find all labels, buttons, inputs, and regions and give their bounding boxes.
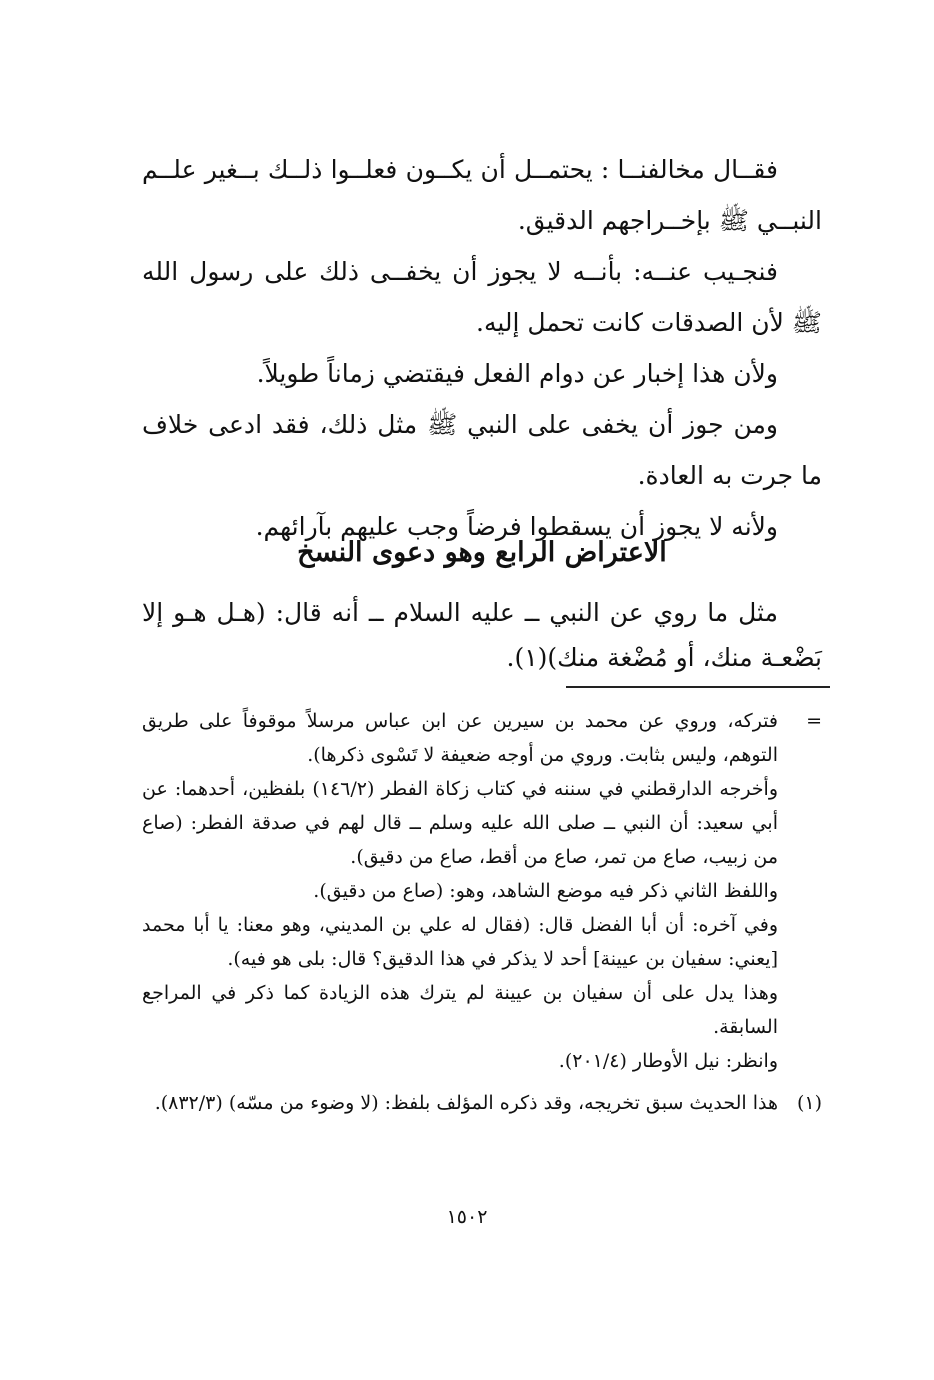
footnote-1: [142, 1086, 822, 1120]
page-number: ١٥٠٢: [446, 1206, 488, 1228]
paragraph-opponent-claim: فقــال مخالفنــا : يحتمــل أن يكــون فعلــوا ذلــك بــغير علــم النبــي ﷺ بإخــراجهم الدقيق.: [142, 155, 822, 235]
footnote-1-marker: (١): [796, 1092, 822, 1114]
footnote-divider: [566, 686, 830, 688]
paragraph-duration-argument: ولأن هذا إخبار عن دوام الفعل فيقتضي زماناً طويلاً.: [256, 359, 778, 388]
paragraph-obligation-argument: ولأنه لا يجوز أن يسقطوا فرضاً وجب عليهم بآرائهم.: [255, 512, 778, 541]
section-body: [142, 590, 822, 680]
footnote-carryover: [142, 704, 822, 1078]
paragraph-response: فنجـيب عنــه: بأنــه لا يجوز أن يخفــى ذلك على رسول الله ﷺ لأن الصدقات كانت تحمل إليه.: [142, 257, 822, 337]
main-text: [142, 144, 822, 552]
paragraph-abrogation-example: مثل ما روي عن النبي ــ عليه السلام ــ أنه قال: (هـل هـو إلا بَضْعـة منك، أو مُضْغة منك)(١).: [142, 598, 822, 672]
footnote-line: وفي آخره: أن أبا الفضل قال: (فقال له علي بن المديني، وهو معنا: يا أبا محمد [يعني: سفيان بن عيينة] أحد لا يذكر في هذا الدقيق؟ قال: بلى هو فيه).: [142, 914, 778, 970]
footnote-line: واللفظ الثاني ذكر فيه موضع الشاهد، وهو: (صاع من دقيق).: [313, 880, 778, 902]
paragraph-custom-argument: ومن جوز أن يخفى على النبي ﷺ مثل ذلك، فقد ادعى خلاف ما جرت به العادة.: [142, 410, 822, 490]
footnote-line: وهذا يدل على أن سفيان بن عيينة لم يترك هذه الزيادة كما ذكر في المراجع السابقة.: [142, 982, 778, 1038]
footnotes: [142, 704, 822, 1120]
footnote-carryover-marker: =: [806, 710, 822, 732]
footnote-1-text: هذا الحديث سبق تخريجه، وقد ذكره المؤلف بلفظ: (لا وضوء من مسّه) (٨٣٢/٣).: [154, 1092, 778, 1114]
footnote-line: فتركه، وروي عن محمد بن سيرين عن ابن عباس مرسلاً موقوفاً على طريق التوهم، وليس بثابت. وروي من أوجه ضعيفة لا تَسْوى ذكرها).: [142, 710, 778, 766]
footnote-line: وأخرجه الدارقطني في سننه في كتاب زكاة الفطر (١٤٦/٢) بلفظين، أحدهما: عن أبي سعيد: أن النبي ــ صلى الله عليه وسلم ــ قال لهم في صدقة الفطر: (صاع من زبيب، صاع من تمر، صاع من أقط، صاع من دقيق).: [142, 778, 778, 868]
footnote-line: وانظر: نيل الأوطار (٢٠١/٤).: [558, 1050, 778, 1072]
section-heading: الاعتراض الرابع وهو دعوى النسخ: [297, 537, 667, 568]
